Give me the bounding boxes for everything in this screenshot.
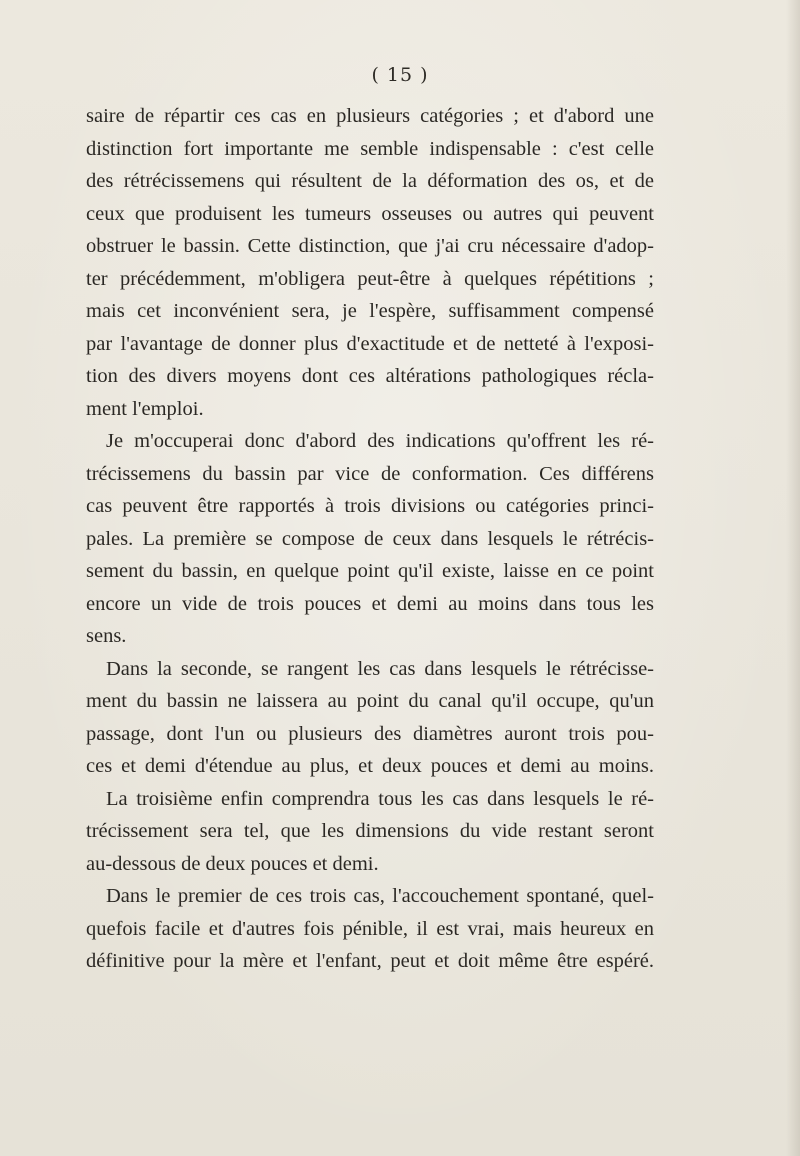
- text-line: mais cet inconvénient sera, je l'espère, suffisamment compensé: [86, 300, 654, 322]
- text-line: trécissement sera tel, que les dimensions du vide restant seront: [86, 820, 654, 842]
- text-line: quefois facile et d'autres fois pénible, il est vrai, mais heureux en: [86, 917, 654, 940]
- paragraph-1: [86, 100, 654, 425]
- text-line: sement du bassin, en quelque point qu'il existe, laisse en ce point: [86, 560, 654, 582]
- text-line: distinction fort importante me semble indispensable : c'est celle: [86, 137, 654, 160]
- text-line: encore un vide de trois pouces et demi au moins dans tous les: [86, 592, 654, 615]
- text-line: Dans la seconde, se rangent les cas dans lesquels le rétrécisse-: [106, 657, 654, 680]
- text-line: par l'avantage de donner plus d'exactitude et de netteté à l'exposi-: [86, 332, 654, 355]
- text-line: pales. La première se compose de ceux dans lesquels le rétrécis-: [86, 527, 654, 550]
- text-line: ceux que produisent les tumeurs osseuses ou autres qui peuvent: [86, 202, 654, 225]
- paragraph-3: [86, 653, 654, 783]
- text-line: sens.: [86, 625, 127, 647]
- text-line: des rétrécissemens qui résultent de la déformation des os, et de: [86, 170, 654, 192]
- page-number: ( 15 ): [371, 64, 429, 86]
- text-line: cas peuvent être rapportés à trois divisions ou catégories princi-: [86, 495, 654, 517]
- text-line: au-dessous de deux pouces et demi.: [86, 852, 379, 875]
- text-line: ment l'emploi.: [86, 397, 204, 420]
- text-line: tion des divers moyens dont ces altérations pathologiques récla-: [86, 365, 654, 387]
- text-line: ment du bassin ne laissera au point du canal qu'il occupe, qu'un: [86, 690, 654, 712]
- text-line: saire de répartir ces cas en plusieurs catégories ; et d'abord une: [86, 105, 654, 127]
- text-line: passage, dont l'un ou plusieurs des diamètres auront trois pou-: [86, 722, 654, 745]
- paragraph-4: [86, 783, 654, 881]
- text-line: Dans le premier de ces trois cas, l'accouchement spontané, quel-: [106, 885, 654, 907]
- body-text: [86, 100, 654, 978]
- text-line: ces et demi d'étendue au plus, et deux pouces et demi au moins.: [86, 755, 654, 777]
- paragraph-5: [86, 880, 654, 978]
- text-line: trécissemens du bassin par vice de conformation. Ces différens: [86, 462, 654, 485]
- text-line: Je m'occuperai donc d'abord des indications qu'offrent les ré-: [106, 430, 654, 452]
- text-line: ter précédemment, m'obligera peut-être à quelques répétitions ;: [86, 267, 654, 290]
- text-line: La troisième enfin comprendra tous les cas dans lesquels le ré-: [106, 787, 654, 810]
- text-line: définitive pour la mère et l'enfant, peut et doit même être espéré.: [86, 950, 654, 972]
- text-line: obstruer le bassin. Cette distinction, que j'ai cru nécessaire d'adop-: [86, 235, 654, 257]
- paragraph-2: [86, 425, 654, 653]
